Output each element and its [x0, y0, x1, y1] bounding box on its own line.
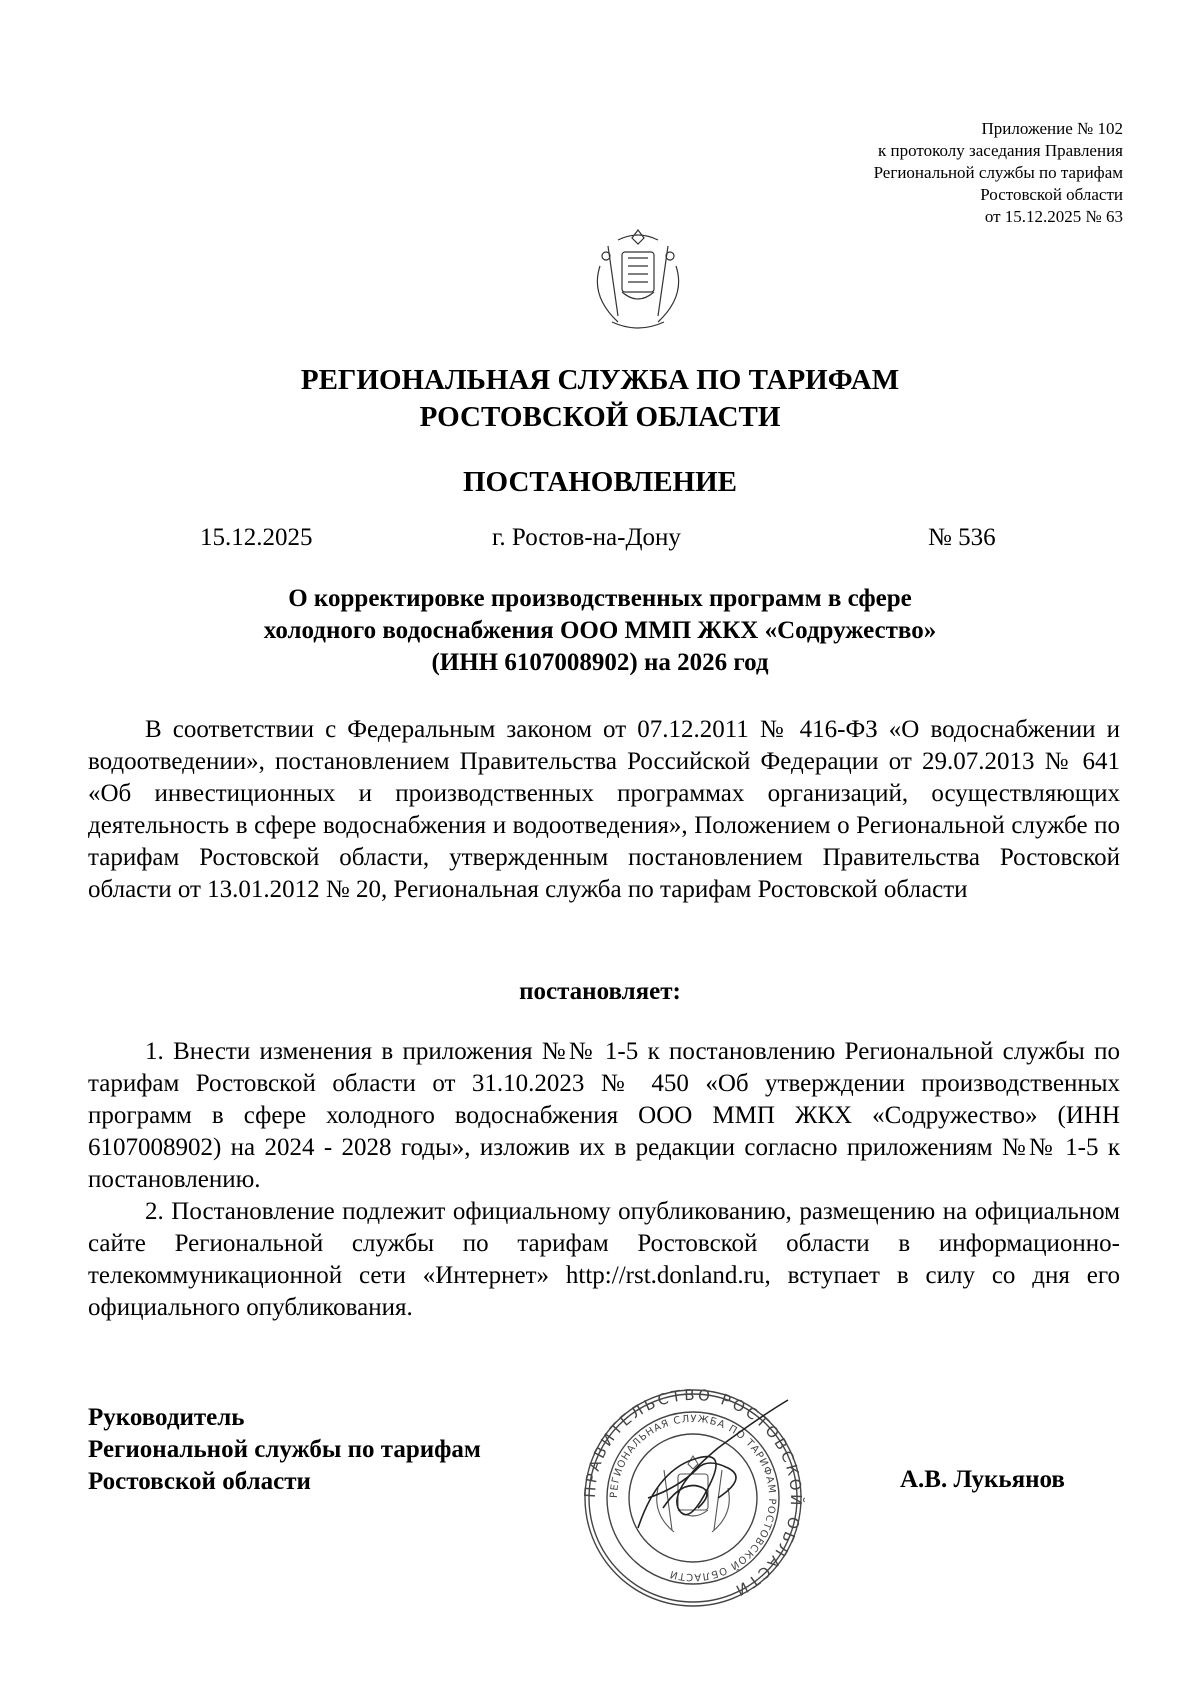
appendix-line: к протоколу заседания Правления — [878, 141, 1123, 160]
resolution-item: 2. Постановление подлежит официальному опубликованию, размещению на официальном сайте Региональной службы по тарифам Ростовской области в информационно-телекоммуникационной сети «Интернет» http://rst.donland.ru, вступает в силу со дня его официального опубликования. — [88, 1198, 1120, 1321]
signatory-name: А.В. Лукьянов — [900, 1466, 1065, 1493]
subject-line-2: холодного водоснабжения ООО ММП ЖКХ «Содружество» — [263, 617, 937, 644]
subject-line-3: (ИНН 6107008902) на 2026 год — [431, 649, 769, 676]
official-seal-icon — [578, 1378, 808, 1618]
coat-of-arms-icon — [578, 226, 698, 336]
svg-text:РЕГИОНАЛЬНАЯ СЛУЖБА ПО ТАРИФАМ — [609, 1414, 777, 1582]
decree-word: постановляет: — [519, 978, 681, 1005]
signatory-title-line: Руководитель — [88, 1404, 245, 1431]
signatory-title — [88, 1402, 481, 1498]
appendix-line: Ростовской области — [980, 185, 1123, 204]
signatory-title-line: Ростовской области — [88, 1468, 311, 1495]
seal-outer-text: ПРАВИТЕЛЬСТВО РОСТОВСКОЙ ОБЛАСТИ — [580, 1385, 806, 1601]
document-subject — [0, 583, 1200, 679]
appendix-line: от 15.12.2025 № 63 — [984, 207, 1123, 226]
preamble-text: В соответствии с Федеральным законом от 07.12.2011 № 416-ФЗ «О водоснабжении и водоотведении», постановлением Правительства Российской Федерации от 29.07.2013 № 641 «Об инвестиционных и производственных программах организаций, осуществляющих деятельность в сфере водоснабжения и водоотведения», Положением о Региональной службе по тарифам Ростовской области, утвержденным постановлением Правительства Ростовской области от 13.01.2012 № 20, Региональная служба по тарифам Ростовской области — [88, 716, 1120, 903]
document-date: 15.12.2025 — [200, 524, 313, 551]
resolution-item: 1. Внести изменения в приложения №№ 1-5 к постановлению Региональной службы по тарифам Ростовской области от 31.10.2023 № 450 «Об утверждении производственных программ в сфере холодного водоснабжения ООО ММП ЖКХ «Содружество» (ИНН 6107008902) на 2024 - 2028 годы», изложив их в редакции согласно приложениям №№ 1-5 к постановлению. — [88, 1038, 1120, 1193]
appendix-note — [874, 118, 1123, 228]
preamble — [88, 714, 1120, 906]
seal-inner-text: РЕГИОНАЛЬНАЯ СЛУЖБА ПО ТАРИФАМ РОСТОВСКОЙ ОБЛАСТИ — [608, 1413, 778, 1583]
signatory-title-line: Региональной службы по тарифам — [88, 1436, 481, 1463]
appendix-line: Приложение № 102 — [981, 119, 1123, 138]
appendix-line: Региональной службы по тарифам — [873, 163, 1123, 182]
org-line-2: РОСТОВСКОЙ ОБЛАСТИ — [419, 401, 781, 433]
subject-line-1: О корректировке производственных программ в сфере — [288, 585, 912, 612]
resolution-items — [88, 1036, 1120, 1324]
document-number: № 536 — [928, 524, 996, 551]
org-line-1: РЕГИОНАЛЬНАЯ СЛУЖБА ПО ТАРИФАМ — [300, 364, 900, 396]
organization-name — [0, 362, 1200, 436]
document-type: ПОСТАНОВЛЕНИЕ — [462, 466, 737, 498]
document-city: г. Ростов-на-Дону — [492, 524, 681, 551]
